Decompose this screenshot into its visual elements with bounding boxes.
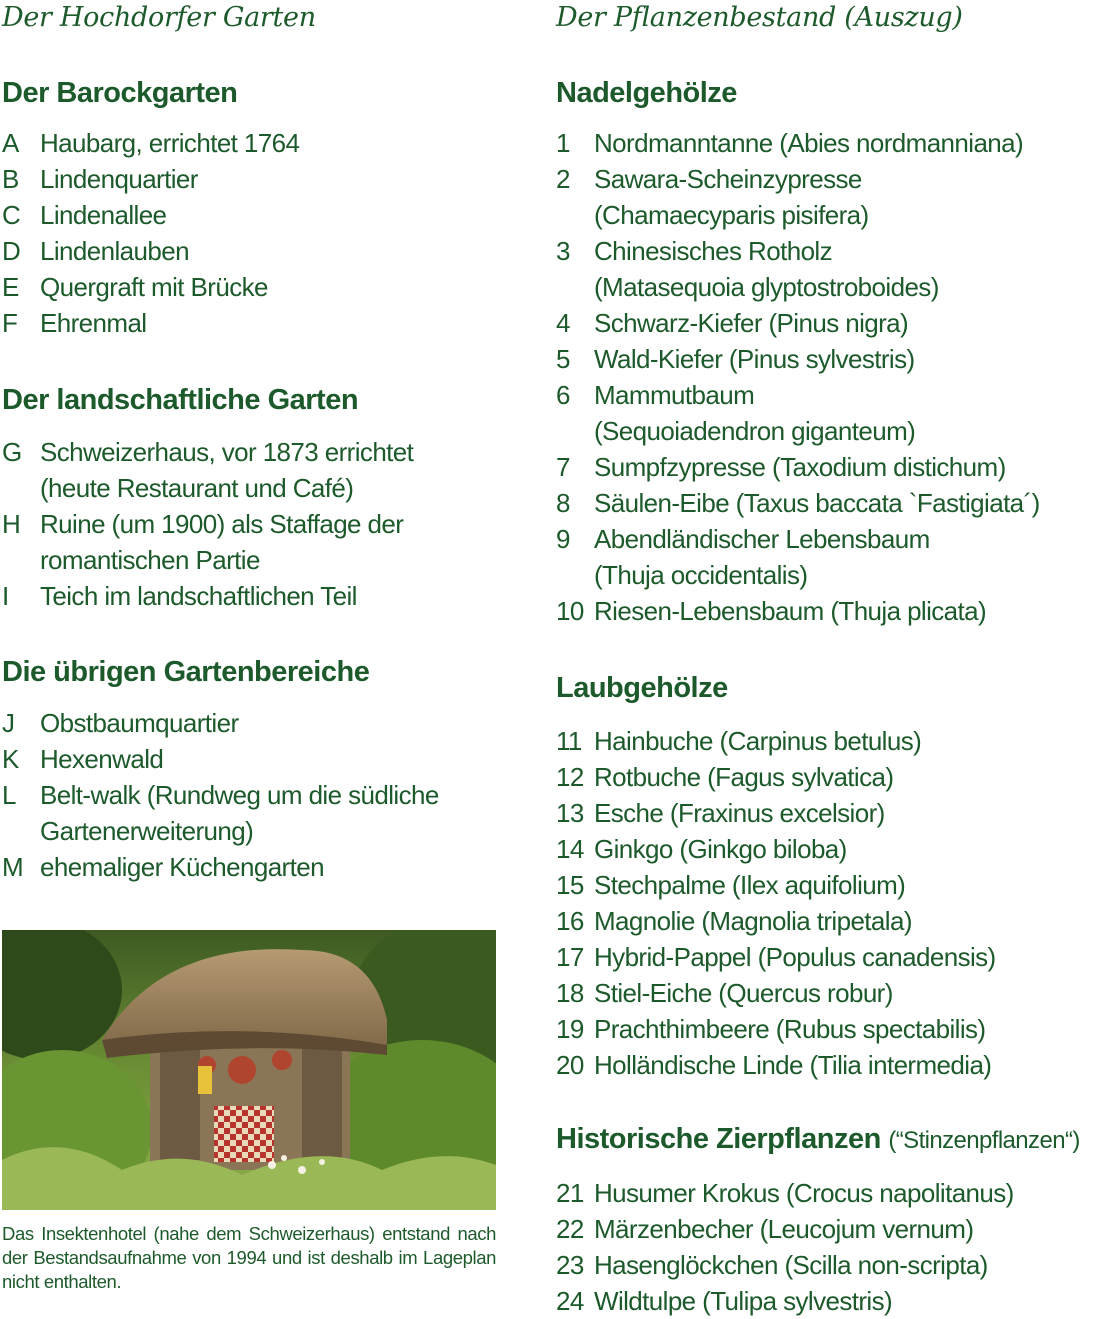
list-item — [556, 341, 1111, 377]
item-key: 20 — [556, 1050, 584, 1080]
item-key: C — [2, 200, 21, 230]
item-key: 2 — [556, 164, 570, 194]
item-key: 24 — [556, 1286, 584, 1316]
list-item — [2, 161, 502, 197]
list-item — [2, 197, 502, 233]
item-text: Quergraft mit Brücke — [40, 272, 268, 302]
list-item — [556, 125, 1111, 161]
list-item — [556, 377, 1111, 449]
list-item — [556, 759, 1111, 795]
list-item — [556, 975, 1111, 1011]
section-heading-text: Nadelgehölze — [556, 77, 737, 109]
item-text: Nordmanntanne (Abies nordmanniana) — [594, 128, 1024, 158]
item-text: Säulen-Eibe (Taxus baccata `Fastigiata´) — [594, 488, 1040, 518]
item-text: Husumer Krokus (Crocus napolitanus) — [594, 1178, 1014, 1208]
item-text: Ehrenmal — [40, 308, 147, 338]
insect-hotel-illustration — [2, 930, 496, 1210]
item-text: (Thuja occidentalis) — [594, 560, 808, 590]
section-historische-zierpflanzen — [556, 1121, 1111, 1319]
list-item — [556, 233, 1111, 305]
item-list — [556, 125, 1111, 629]
item-key: 1 — [556, 128, 570, 158]
section-heading: Der landschaftliche Garten — [2, 384, 359, 416]
item-list — [2, 125, 502, 341]
item-text: Wildtulpe (Tulipa sylvestris) — [594, 1286, 893, 1316]
item-key: M — [2, 852, 24, 882]
item-key: 12 — [556, 762, 584, 792]
item-text: Stechpalme (Ilex aquifolium) — [594, 870, 906, 900]
item-key: 9 — [556, 524, 570, 554]
section-heading-text: Laubgehölze — [556, 672, 728, 704]
item-key: J — [2, 708, 15, 738]
list-item — [556, 795, 1111, 831]
item-text: Haubarg, errichtet 1764 — [40, 128, 300, 158]
section-heading — [556, 1121, 1111, 1159]
item-text: (Matasequoia glyptostroboides) — [594, 272, 939, 302]
section-heading: Die übrigen Gartenbereiche — [2, 656, 370, 688]
insect-hotel-photo — [2, 930, 496, 1210]
item-key: 22 — [556, 1214, 584, 1244]
list-item — [556, 1247, 1111, 1283]
item-text: Wald-Kiefer (Pinus sylvestris) — [594, 344, 915, 374]
item-key: L — [2, 780, 16, 810]
item-text: ehemaliger Küchengarten — [40, 852, 324, 882]
list-item — [2, 305, 502, 341]
item-key: B — [2, 164, 19, 194]
list-item — [2, 269, 502, 305]
list-item — [2, 741, 502, 777]
item-text: (Sequoiadendron giganteum) — [594, 416, 916, 446]
item-key: 11 — [556, 726, 582, 756]
item-text: Hexenwald — [40, 744, 164, 774]
item-key: F — [2, 308, 18, 338]
item-text: Ruine (um 1900) als Staffage der — [40, 509, 404, 539]
item-text: Lindenallee — [40, 200, 167, 230]
list-item — [2, 434, 502, 506]
list-item — [556, 1283, 1111, 1319]
item-text: Hybrid-Pappel (Populus canadensis) — [594, 942, 996, 972]
item-text: Stiel-Eiche (Quercus robur) — [594, 978, 893, 1008]
list-item — [556, 161, 1111, 233]
item-key: 13 — [556, 798, 584, 828]
item-key: 19 — [556, 1014, 584, 1044]
item-key: 14 — [556, 834, 584, 864]
list-item — [556, 903, 1111, 939]
list-item — [556, 521, 1111, 593]
item-text: (Chamaecyparis pisifera) — [594, 200, 869, 230]
item-text: Hasenglöckchen (Scilla non-scripta) — [594, 1250, 988, 1280]
list-item — [556, 939, 1111, 975]
item-key: G — [2, 437, 22, 467]
list-item — [556, 1211, 1111, 1247]
photo-caption: Das Insektenhotel (nahe dem Schweizerhaus) entstand nach der Bestandsaufnahme von 1994 und ist deshalb im Lageplan nicht enthalten. — [2, 1223, 496, 1292]
item-key: I — [2, 581, 9, 611]
item-text: Sawara-Scheinzypresse — [594, 164, 862, 194]
list-item — [556, 1047, 1111, 1083]
list-item — [2, 506, 502, 578]
section-heading: Der Barockgarten — [2, 77, 238, 109]
item-key: 7 — [556, 452, 570, 482]
list-item — [2, 578, 502, 614]
item-text: Sumpfzypresse (Taxodium distichum) — [594, 452, 1006, 482]
item-key: 16 — [556, 906, 584, 936]
right-title: Der Pflanzenbestand (Auszug) — [556, 2, 963, 33]
section-heading-text: Historische Zierpflanzen — [556, 1123, 881, 1155]
item-text: Lindenlauben — [40, 236, 189, 266]
list-item — [2, 777, 502, 849]
section-landschaftlicher-garten — [2, 382, 502, 614]
item-text: Riesen-Lebensbaum (Thuja plicata) — [594, 596, 987, 626]
list-item — [2, 849, 502, 885]
item-list — [556, 723, 1111, 1083]
list-item — [2, 705, 502, 741]
section-nadelgehoelze — [556, 75, 1111, 629]
list-item — [556, 1175, 1111, 1211]
item-key: 23 — [556, 1250, 584, 1280]
item-key: K — [2, 744, 19, 774]
item-list — [2, 705, 502, 885]
left-title: Der Hochdorfer Garten — [2, 2, 316, 33]
list-item — [556, 485, 1111, 521]
right-column — [556, 0, 1111, 1316]
item-text: Lindenquartier — [40, 164, 198, 194]
item-text: Ginkgo (Ginkgo biloba) — [594, 834, 847, 864]
list-item — [556, 1011, 1111, 1047]
item-list — [556, 1175, 1111, 1319]
item-text: Prachthimbeere (Rubus spectabilis) — [594, 1014, 986, 1044]
item-text: Rotbuche (Fagus sylvatica) — [594, 762, 894, 792]
section-heading — [556, 670, 1111, 706]
left-column — [2, 0, 502, 1292]
item-key: 6 — [556, 380, 570, 410]
item-text: (heute Restaurant und Café) — [40, 473, 354, 503]
item-key: 4 — [556, 308, 570, 338]
item-text: Hainbuche (Carpinus betulus) — [594, 726, 922, 756]
item-key: 3 — [556, 236, 570, 266]
item-key: 5 — [556, 344, 570, 374]
list-item — [556, 593, 1111, 629]
section-barockgarten — [2, 75, 502, 341]
list-item — [556, 867, 1111, 903]
section-heading-note: (“Stinzenpflanzen“) — [888, 1127, 1080, 1154]
item-key: 18 — [556, 978, 584, 1008]
list-item — [556, 723, 1111, 759]
item-text: Schwarz-Kiefer (Pinus nigra) — [594, 308, 909, 338]
item-key: 15 — [556, 870, 584, 900]
item-text: Gartenerweiterung) — [40, 816, 254, 846]
item-text: Esche (Fraxinus excelsior) — [594, 798, 885, 828]
item-key: 10 — [556, 596, 584, 626]
item-list — [2, 434, 502, 614]
item-text: Chinesisches Rotholz — [594, 236, 833, 266]
section-laubgehoelze — [556, 670, 1111, 1083]
item-text: Belt-walk (Rundweg um die südliche — [40, 780, 439, 810]
item-key: E — [2, 272, 19, 302]
section-heading — [556, 75, 1111, 111]
item-key: H — [2, 509, 21, 539]
item-text: Schweizerhaus, vor 1873 errichtet — [40, 437, 414, 467]
item-text: Obstbaumquartier — [40, 708, 239, 738]
list-item — [556, 831, 1111, 867]
item-text: Holländische Linde (Tilia intermedia) — [594, 1050, 992, 1080]
item-key: 17 — [556, 942, 584, 972]
section-uebrige-gartenbereiche — [2, 654, 502, 885]
list-item — [556, 305, 1111, 341]
item-text: Mammutbaum — [594, 380, 755, 410]
item-key: D — [2, 236, 21, 266]
item-key: A — [2, 128, 19, 158]
item-text: Märzenbecher (Leucojum vernum) — [594, 1214, 974, 1244]
item-text: Teich im landschaftlichen Teil — [40, 581, 357, 611]
list-item — [556, 449, 1111, 485]
list-item — [2, 125, 502, 161]
item-key: 21 — [556, 1178, 584, 1208]
list-item — [2, 233, 502, 269]
item-text: Magnolie (Magnolia tripetala) — [594, 906, 912, 936]
item-text: Abendländischer Lebensbaum — [594, 524, 930, 554]
item-text: romantischen Partie — [40, 545, 260, 575]
item-key: 8 — [556, 488, 570, 518]
